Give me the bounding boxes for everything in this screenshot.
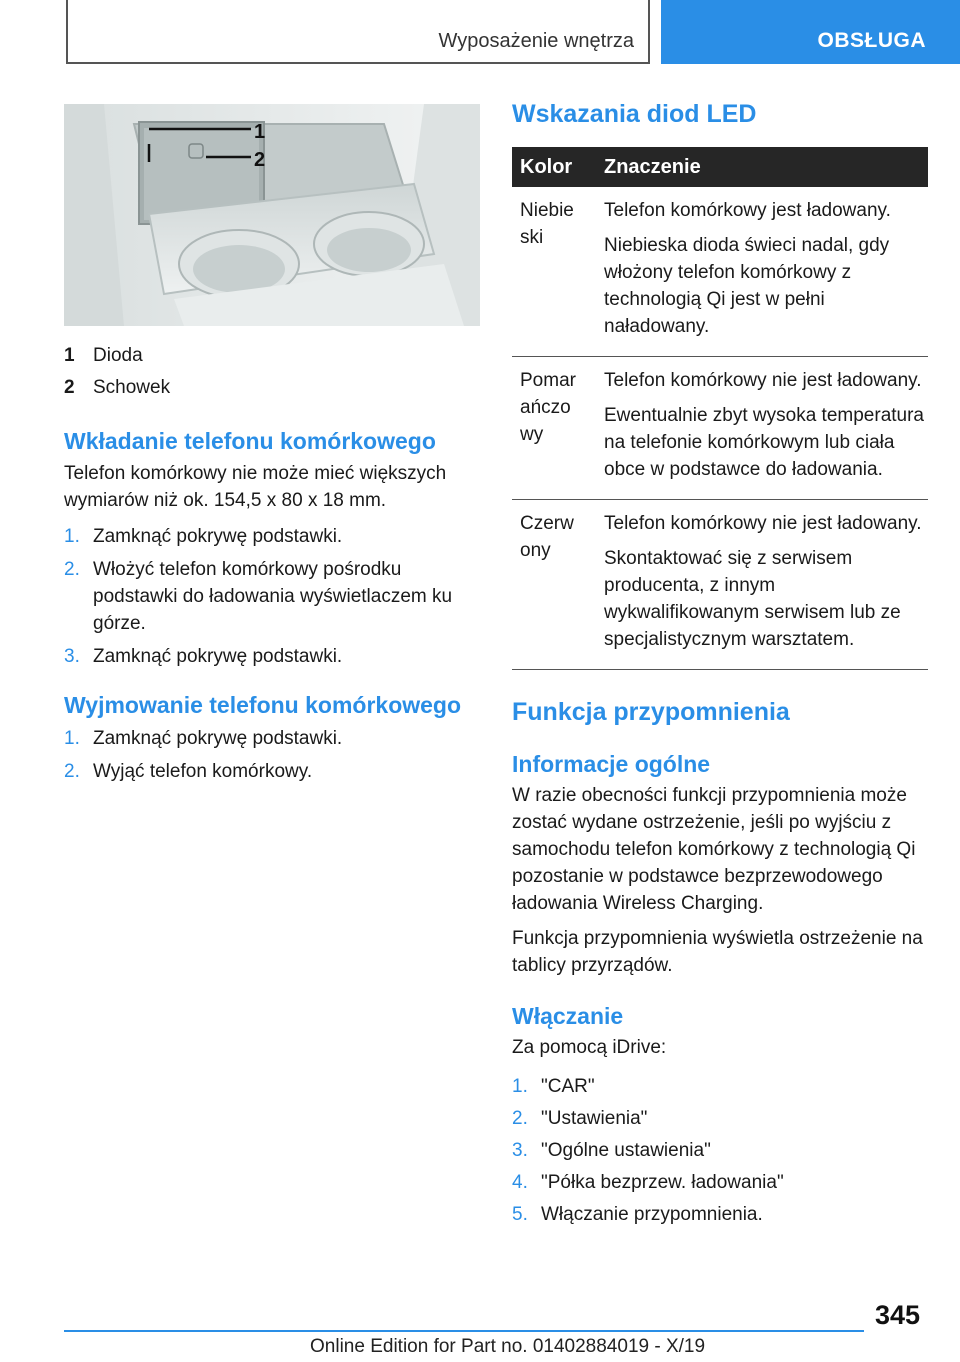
removing-heading: Wyjmowanie telefonu komórkowego	[64, 692, 462, 718]
list-item: 2. Włożyć telefon komórkowy pośrodku podstawki do ładowania wyświetlaczem ku górze.	[64, 559, 453, 634]
led-meaning-cell: Telefon komórkowy nie jest ładowany. Ewentualnie zbyt wysoka temperatura na telefonie komórkowym lub ciała obce w podstawce do ładowania.	[596, 357, 928, 500]
enable-intro: Za pomocą iDrive:	[512, 1037, 667, 1058]
callout-2: 2	[254, 149, 266, 171]
column-header-color: Kolor	[512, 147, 596, 187]
led-table	[512, 147, 928, 670]
footer-edition-text: Online Edition for Part no. 01402884019 - X/19	[310, 1336, 706, 1357]
list-item: 1. Zamknąć pokrywę podstawki.	[64, 728, 343, 749]
header-chapter-tab	[661, 0, 960, 64]
column-header-meaning: Znaczenie	[596, 147, 928, 187]
list-item: 2. Wyjąć telefon komórkowy.	[64, 761, 313, 782]
list-item: 1. "CAR"	[512, 1076, 595, 1097]
left-column	[64, 104, 480, 785]
header-chapter-title: OBSŁUGA	[817, 29, 926, 52]
header-section-title: Wyposażenie wnętrza	[438, 30, 634, 52]
led-heading: Wskazania diod LED	[512, 100, 757, 128]
legend-label: Schowek	[93, 377, 171, 398]
enable-heading: Włączanie	[512, 1003, 624, 1029]
list-item: 3. Zamknąć pokrywę podstawki.	[64, 646, 343, 667]
header-section-tab	[66, 0, 650, 64]
legend-label: Dioda	[93, 345, 143, 366]
led-color-cell: Czerwony	[512, 500, 596, 670]
callout-1: 1	[254, 121, 266, 143]
legend-item	[64, 372, 480, 404]
table-header-row	[512, 147, 928, 187]
inserting-intro: Telefon komórkowy nie może mieć większych wymiarów niż ok. 154,5 x 80 x 18 mm.	[64, 463, 447, 511]
list-item: 4. "Półka bezprzew. ładowania"	[512, 1172, 784, 1193]
footer-divider	[64, 1330, 864, 1332]
general-info-paragraph-1: W razie obecności funkcji przypomnienia może zostać wydane ostrzeżenie, jeśli po wyjściu z samochodu telefon komórkowy z technologią Qi pozostanie w podstawce bezprzewodowego ładowania Wireless Charging.	[512, 785, 916, 914]
inserting-steps	[64, 523, 480, 670]
list-item: 3. "Ogólne ustawienia"	[512, 1140, 711, 1161]
legend-item	[64, 340, 480, 372]
general-info-paragraph-2: Funkcja przypomnienia wyświetla ostrzeżenie na tablicy przyrządów.	[512, 928, 923, 976]
list-item: 2. "Ustawienia"	[512, 1108, 648, 1129]
removing-steps	[64, 725, 480, 785]
wireless-charging-tray-figure	[64, 104, 480, 326]
led-meaning-cell: Telefon komórkowy jest ładowany. Niebieska dioda świeci nadal, gdy włożony telefon komórkowy z technologią Qi jest w pełni naładowany.	[596, 187, 928, 357]
tray-illustration	[64, 104, 480, 326]
inserting-heading: Wkładanie telefonu komórkowego	[64, 428, 436, 454]
legend-number: 1	[64, 345, 75, 366]
right-column	[512, 100, 928, 1228]
general-info-heading: Informacje ogólne	[512, 751, 711, 777]
legend-number: 2	[64, 377, 75, 398]
list-item: 1. Zamknąć pokrywę podstawki.	[64, 526, 343, 547]
table-row	[512, 500, 928, 670]
enable-steps	[512, 1073, 928, 1228]
led-color-cell: Pomarańczowy	[512, 357, 596, 500]
page-number: 345	[875, 1300, 921, 1330]
figure-legend	[64, 340, 480, 404]
table-row	[512, 187, 928, 357]
list-item: 5. Włączanie przypomnienia.	[512, 1204, 763, 1225]
reminder-heading: Funkcja przypomnienia	[512, 698, 790, 726]
led-color-cell: Niebieski	[512, 187, 596, 357]
table-row	[512, 357, 928, 500]
led-meaning-cell: Telefon komórkowy nie jest ładowany. Skontaktować się z serwisem producenta, z innym wykwalifikowanym serwisem lub ze specjalistycznym warsztatem.	[596, 500, 928, 670]
